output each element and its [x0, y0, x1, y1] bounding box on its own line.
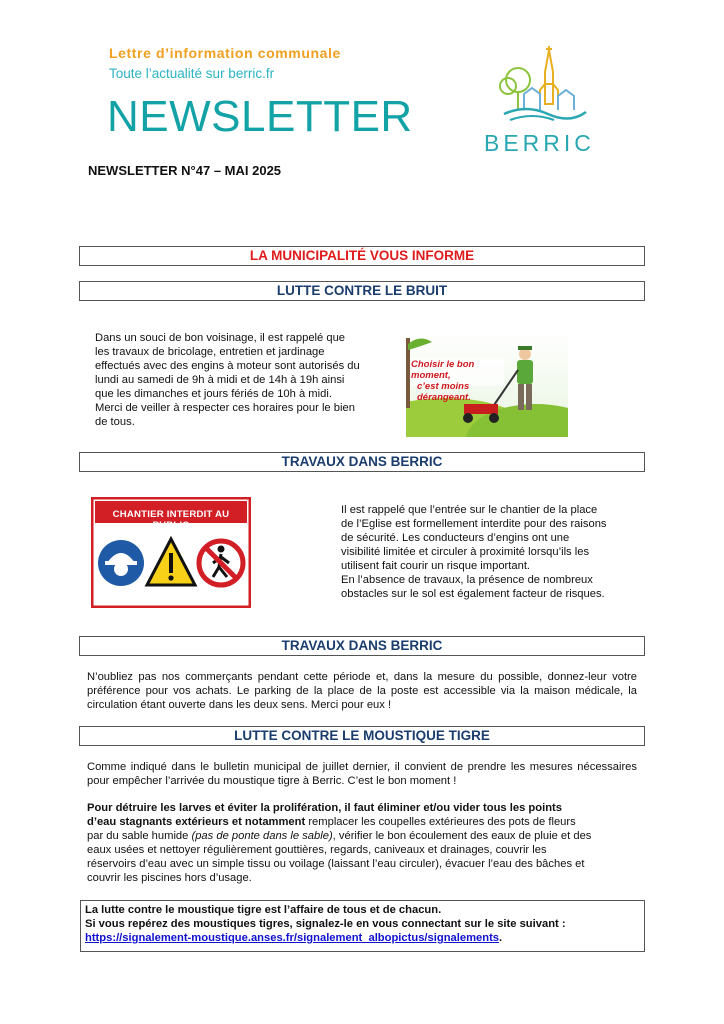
section-travaux-heading: TRAVAUX DANS BERRIC: [79, 452, 645, 472]
signalement-notice: La lutte contre le moustique tigre est l’affaire de tous et de chacun. Si vous repérez des moustiques tigres, signalez-le en vous connectant sur le site suivant : https://signalement-moustique.anses.fr/signalement_albopictus/signalements.: [80, 900, 645, 952]
section-municipalite-heading: LA MUNICIPALITÉ VOUS INFORME: [79, 246, 645, 266]
section-moustique-heading: LUTTE CONTRE LE MOUSTIQUE TIGRE: [79, 726, 645, 746]
page-title: NEWSLETTER: [107, 92, 413, 141]
signalement-link[interactable]: https://signalement-moustique.anses.fr/signalement_albopictus/signalements: [85, 932, 500, 944]
commercants-paragraph: N’oubliez pas nos commerçants pendant cette période et, dans la mesure du possible, donnez-leur votre préférence pour vos achats. Le parking de la place de la poste est accessible via la maison médicale, la circulation étant ouverte dans les deux sens. Merci pour eux !: [87, 671, 637, 711]
moustique-intro: Comme indiqué dans le bulletin municipal de juillet dernier, il convient de prendre les mesures nécessaires pour empêcher l’arrivée du moustique tigre à Berric. C’est le bon moment !: [87, 761, 637, 787]
section-bruit-heading: LUTTE CONTRE LE BRUIT: [79, 281, 645, 301]
moustique-measures: Pour détruire les larves et éviter la prolifération, il faut éliminer et/ou vider tous les points d’eau stagnants extérieurs et notamment remplacer les coupelles extérieures des pots de fleurs par du sable humide (pas de ponte dans le sable), vérifier le bon écoulement des eaux de pluie et des eaux usées et nettoyer régulièrement gouttières, regards, caniveaux et drainages, couvrir les réservoirs d’eau avec un simple tissu ou voilage (laissant l’eau circuler), évacuer l’eau des bâches et couvrir les piscines hors d’usage.: [87, 802, 592, 884]
travaux-paragraph: Il est rappelé que l’entrée sur le chantier de la place de l’Eglise est formellement interdite pour des raisons de sécurité. Les conducteurs d’engins ont une visibilité limitée et circuler à proximité lorsqu’ils les utilisent fait courir un risque important. En l’absence de travaux, la présence de nombreux obstacles sur le sol est également facteur de risques.: [341, 504, 607, 600]
bruit-paragraph: Dans un souci de bon voisinage, il est rappelé que les travaux de bricolage, entretien et jardinage effectués avec des engins à moteur sont autorisés du lundi au samedi de 9h à midi et de 14h à 19h ainsi que les dimanches et jours fériés de 10h à midi. Merci de veiller à respecter ces horaires pour le bien de tous.: [95, 332, 360, 428]
newsletter-subline: Toute l’actualité sur berric.fr: [109, 66, 275, 81]
sign-text: CHANTIER INTERDIT AU PUBLIC: [112, 509, 230, 531]
issue-number: NEWSLETTER N°47 – MAI 2025: [88, 163, 282, 178]
section-travaux-2-heading: TRAVAUX DANS BERRIC: [79, 636, 645, 656]
mower-caption: Choisir le bon moment, c’est moins dérangeant.: [411, 359, 475, 403]
logo-text: BERRIC: [484, 130, 595, 156]
newsletter-tagline: Lettre d’information communale: [109, 45, 341, 61]
church-spire-icon: [545, 50, 553, 104]
tree-icon: [506, 68, 530, 92]
